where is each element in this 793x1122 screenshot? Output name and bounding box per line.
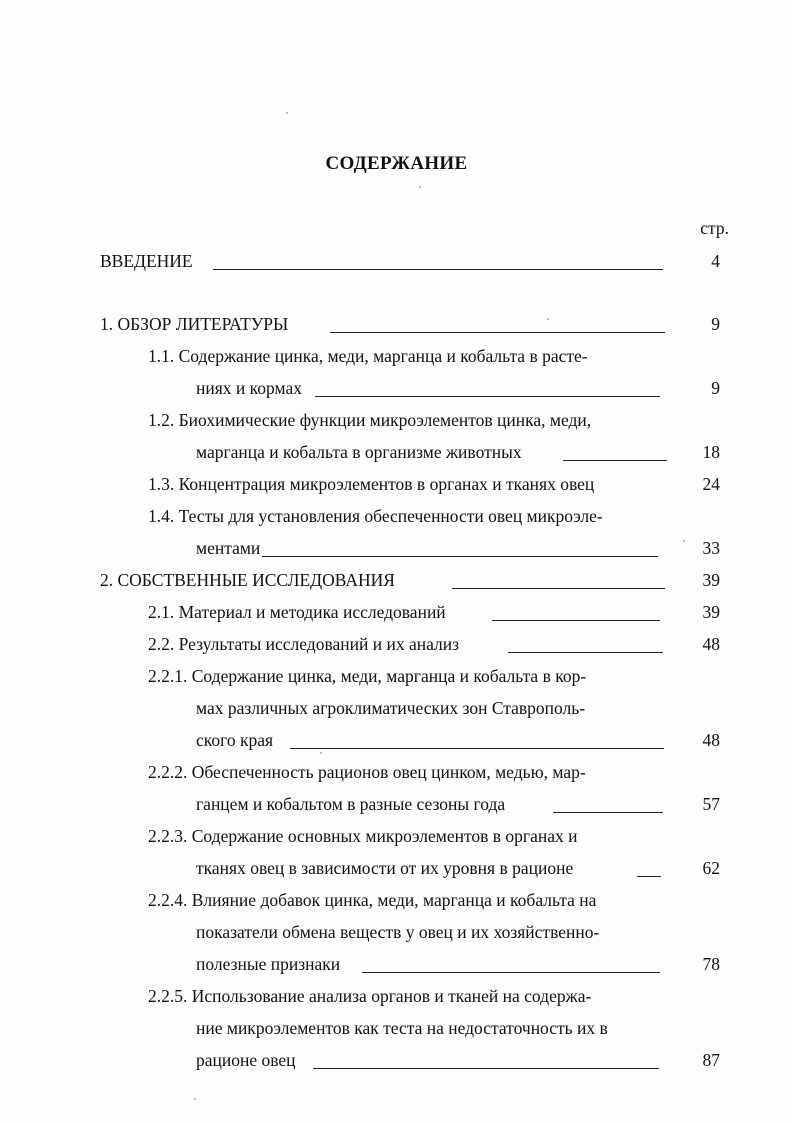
toc-page-number: 78 [702, 954, 720, 974]
leader-line [553, 812, 663, 813]
page-title: СОДЕРЖАНИЕ [325, 153, 468, 174]
leader-line [637, 876, 661, 877]
toc-entry-2-2-4[interactable]: 2.2.4. Влияние добавок цинка, меди, марганца и кобальта на [148, 890, 597, 910]
toc-entry-2-2[interactable]: 2.2. Результаты исследований и их анализ [148, 634, 460, 654]
scan-speck [286, 112, 288, 114]
toc-page-number: 9 [711, 314, 720, 334]
toc-page-number: 57 [702, 794, 720, 814]
toc-entry-2-2-4-cont[interactable]: показатели обмена веществ у овец и их хозяйственно- [196, 922, 600, 942]
toc-entry-1-1-cont[interactable]: ниях и кормах [196, 378, 302, 398]
leader-line [330, 332, 665, 333]
leader-line [492, 620, 660, 621]
scan-speck [419, 186, 421, 188]
toc-entry-1-2[interactable]: 1.2. Биохимические функции микроэлементов цинка, меди, [148, 410, 592, 430]
toc-entry-2-2-5[interactable]: 2.2.5. Использование анализа органов и тканей на содержа- [148, 986, 592, 1006]
scan-speck [683, 540, 685, 542]
toc-entry-chapter-2[interactable]: 2. СОБСТВЕННЫЕ ИССЛЕДОВАНИЯ [100, 570, 395, 590]
page-column-label: стр. [700, 218, 729, 238]
toc-entry-2-2-3[interactable]: 2.2.3. Содержание основных микроэлементов в органах и [148, 826, 578, 846]
leader-line [315, 396, 660, 397]
toc-page-number: 4 [711, 251, 720, 271]
toc-page-number: 48 [702, 634, 720, 654]
toc-entry-1-2-cont[interactable]: марганца и кобальта в организме животных [196, 442, 522, 462]
toc-page-number: 33 [702, 538, 720, 558]
toc-entry-1-4-cont[interactable]: ментами [196, 538, 261, 558]
toc-entry-2-2-1-cont[interactable]: ского края [196, 730, 274, 750]
toc-entry-2-2-5-cont[interactable]: рационе овец [196, 1050, 296, 1070]
leader-line [362, 972, 660, 973]
toc-page-number: 62 [702, 858, 720, 878]
toc-entry-intro[interactable]: ВВЕДЕНИЕ [100, 251, 193, 271]
toc-entry-2-2-4-cont[interactable]: полезные признаки [196, 954, 341, 974]
scan-speck [194, 1098, 196, 1100]
leader-line [313, 1068, 659, 1069]
toc-entry-2-2-3-cont[interactable]: тканях овец в зависимости от их уровня в рационе [196, 858, 574, 878]
toc-entry-2-2-1[interactable]: 2.2.1. Содержание цинка, меди, марганца и кобальта в кор- [148, 666, 587, 686]
toc-entry-2-2-1-cont[interactable]: мах различных агроклиматических зон Ставрополь- [196, 698, 586, 718]
leader-line [262, 556, 658, 557]
toc-entry-2-2-2[interactable]: 2.2.2. Обеспеченность рационов овец цинком, медью, мар- [148, 762, 586, 782]
toc-page-number: 48 [702, 730, 720, 750]
toc-entry-1-4[interactable]: 1.4. Тесты для установления обеспеченности овец микроэле- [148, 506, 603, 526]
toc-page-number: 18 [702, 442, 720, 462]
toc-entry-1-1[interactable]: 1.1. Содержание цинка, меди, марганца и кобальта в расте- [148, 346, 588, 366]
leader-line [452, 588, 665, 589]
toc-page-number: 9 [711, 378, 720, 398]
toc-entry-chapter-1[interactable]: 1. ОБЗОР ЛИТЕРАТУРЫ [100, 314, 289, 334]
leader-line [563, 460, 667, 461]
toc-entry-2-2-5-cont[interactable]: ние микроэлементов как теста на недостаточность их в [196, 1018, 608, 1038]
toc-page-number: 87 [702, 1050, 720, 1070]
leader-line [213, 269, 663, 270]
leader-line [290, 748, 664, 749]
toc-entry-2-1[interactable]: 2.1. Материал и методика исследований [148, 602, 446, 622]
scan-speck [320, 752, 322, 754]
toc-page-number: 39 [702, 602, 720, 622]
toc-entry-2-2-2-cont[interactable]: ганцем и кобальтом в разные сезоны года [196, 794, 506, 814]
leader-line [508, 652, 663, 653]
toc-page-number: 24 [702, 474, 720, 494]
scan-speck [547, 318, 549, 320]
toc-page-number: 39 [702, 570, 720, 590]
toc-entry-1-3[interactable]: 1.3. Концентрация микроэлементов в органах и тканях овец [148, 474, 595, 494]
